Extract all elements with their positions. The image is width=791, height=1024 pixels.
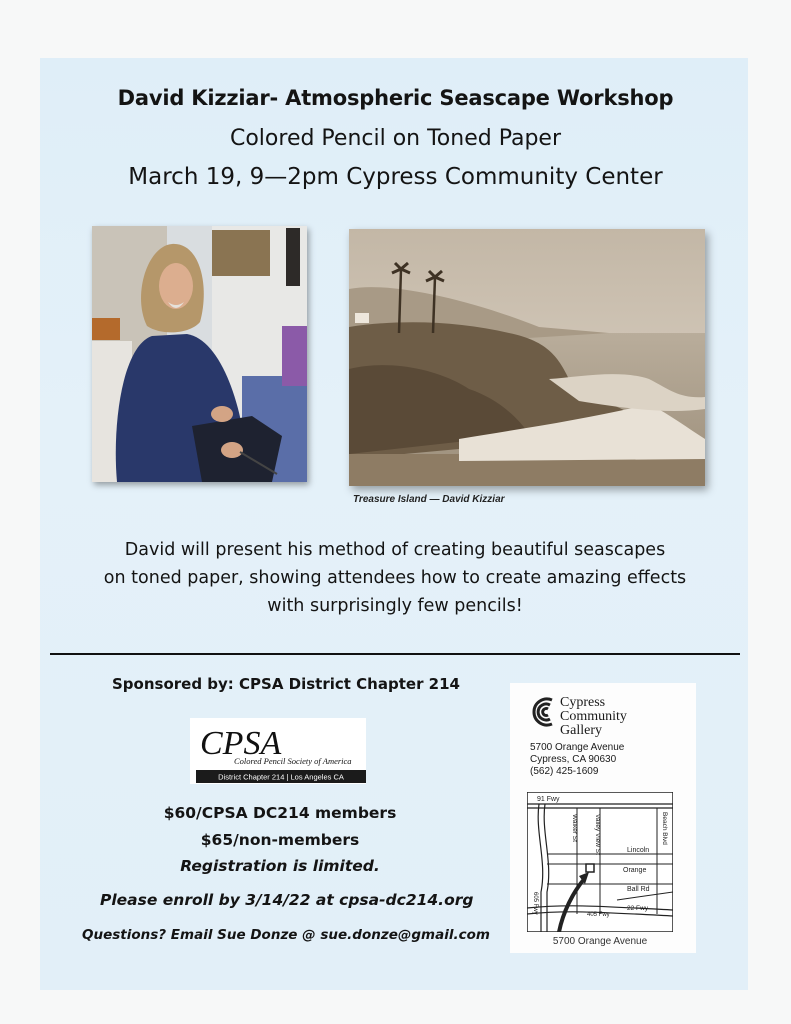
description-line: David will present his method of creating beautiful seascapes	[124, 540, 666, 560]
logo-chapter: District Chapter 214 | Los Angeles CA	[218, 772, 344, 782]
sponsor-text: Sponsored by: CPSA District Chapter 214	[112, 675, 460, 693]
gallery-name-line: Community	[560, 709, 627, 724]
gallery-name-line: Gallery	[560, 723, 602, 738]
map-label: Orange	[623, 867, 647, 874]
map-caption: 5700 Orange Avenue	[552, 936, 648, 947]
map-label: Ball Rd	[627, 886, 650, 893]
map-label: 605 Fwy	[532, 892, 538, 915]
questions-text: Questions? Email Sue Donze @ sue.donze@gmail.com	[82, 927, 490, 943]
map-label: Lincoln	[627, 847, 650, 854]
map-label: Walker St	[571, 814, 578, 842]
artist-photo	[92, 226, 307, 482]
gallery-address-line: Cypress, CA 90630	[530, 754, 617, 765]
cpsa-logo	[190, 718, 366, 784]
gallery-name-line: Cypress	[560, 695, 606, 710]
logo-society: Colored Pencil Society of America	[234, 756, 352, 766]
gallery-logo-icon	[530, 694, 558, 730]
workshop-date-location: March 19, 9—2pm Cypress Community Center	[128, 164, 663, 190]
seascape-painting	[349, 229, 705, 486]
non-member-price: $65/non-members	[200, 831, 360, 849]
gallery-address-line: 5700 Orange Avenue	[530, 742, 625, 753]
map-label: Valley View St	[594, 814, 601, 855]
map-label: Beach Blvd	[661, 812, 668, 845]
gallery-address-line: (562) 425-1609	[530, 766, 599, 777]
member-price: $60/CPSA DC214 members	[163, 804, 397, 822]
map-label: 405 Fwy	[587, 912, 610, 918]
painting-caption: Treasure Island — David Kizziar	[353, 494, 505, 505]
registration-note: Registration is limited.	[180, 857, 380, 875]
location-map	[527, 792, 673, 932]
workshop-title: David Kizziar- Atmospheric Seascape Workshop	[117, 86, 674, 110]
enroll-text: Please enroll by 3/14/22 at cpsa-dc214.org	[100, 891, 474, 909]
description-line: on toned paper, showing attendees how to create amazing effects	[103, 568, 687, 588]
map-label: 91 Fwy	[537, 796, 560, 803]
logo-letters: CPSA	[200, 725, 282, 762]
description-line: with surprisingly few pencils!	[267, 596, 523, 616]
section-divider	[50, 653, 740, 655]
workshop-subtitle: Colored Pencil on Toned Paper	[229, 126, 562, 151]
map-label: 22 Fwy	[627, 905, 648, 912]
workshop-description	[60, 536, 730, 620]
